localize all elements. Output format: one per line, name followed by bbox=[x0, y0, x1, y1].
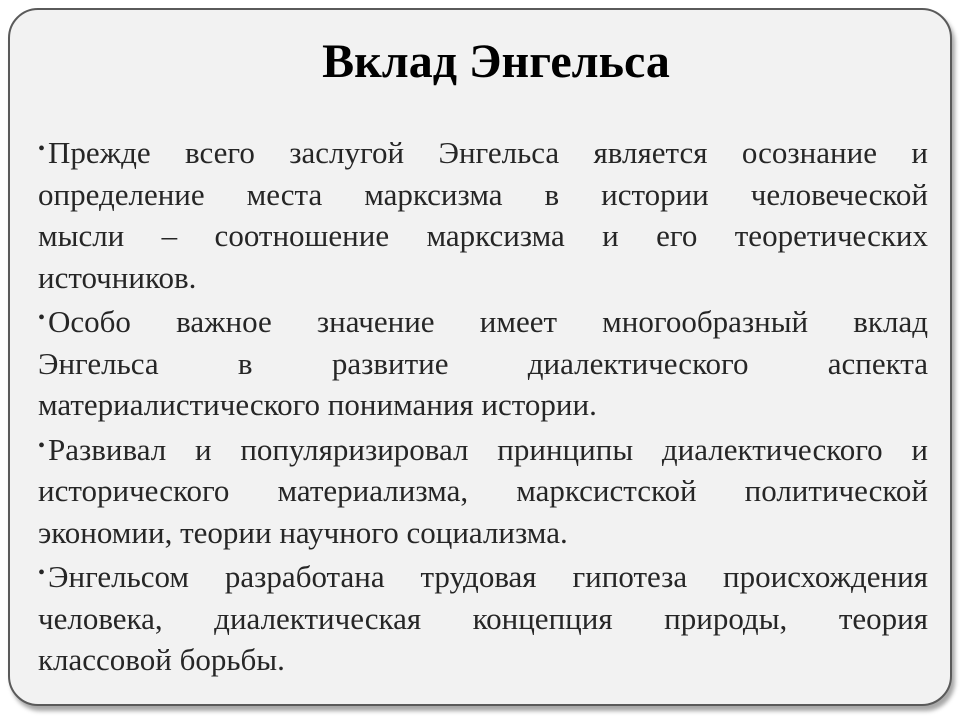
bullet-item bbox=[38, 553, 928, 681]
bullet-text: Особо важное значение имеет многообразный вклад bbox=[48, 304, 928, 339]
bullet-text: Прежде всего заслугой Энгельса является осознание и bbox=[48, 135, 928, 170]
bullet-icon: • bbox=[38, 562, 46, 584]
bullet-line: источников. bbox=[38, 259, 197, 295]
bullet-line bbox=[38, 129, 928, 174]
bullet-line: классовой борьбы. bbox=[38, 642, 285, 677]
bullet-item bbox=[38, 426, 928, 554]
bullet-item bbox=[38, 298, 928, 426]
bullet-line bbox=[38, 298, 928, 343]
bullet-text: Энгельсом разработана трудовая гипотеза происхождения bbox=[48, 559, 928, 594]
bullet-icon: • bbox=[38, 138, 46, 160]
bullet-line bbox=[38, 426, 928, 471]
bullet-item bbox=[38, 129, 928, 298]
bullet-list bbox=[38, 129, 928, 681]
bullet-line: Энгельса в развитие диалектического аспекта bbox=[38, 345, 928, 381]
slide-title: Вклад Энгельса bbox=[322, 35, 670, 88]
bullet-line: исторического материализма, марксистской политической bbox=[38, 473, 928, 508]
bullet-line: человека, диалектическая концепция природы, теория bbox=[38, 600, 928, 636]
bullet-icon: • bbox=[38, 434, 46, 457]
bullet-line bbox=[38, 553, 928, 598]
bullet-icon: • bbox=[38, 307, 46, 329]
bullet-line: материалистического понимания истории. bbox=[38, 387, 597, 422]
bullet-text: Развивал и популяризировал принципы диалектического и bbox=[48, 431, 928, 467]
bullet-line: определение места марксизма в истории человеческой bbox=[38, 176, 928, 212]
bullet-line: экономии, теории научного социализма. bbox=[38, 514, 568, 550]
bullet-line: мысли – соотношение марксизма и его теоретических bbox=[38, 218, 928, 253]
